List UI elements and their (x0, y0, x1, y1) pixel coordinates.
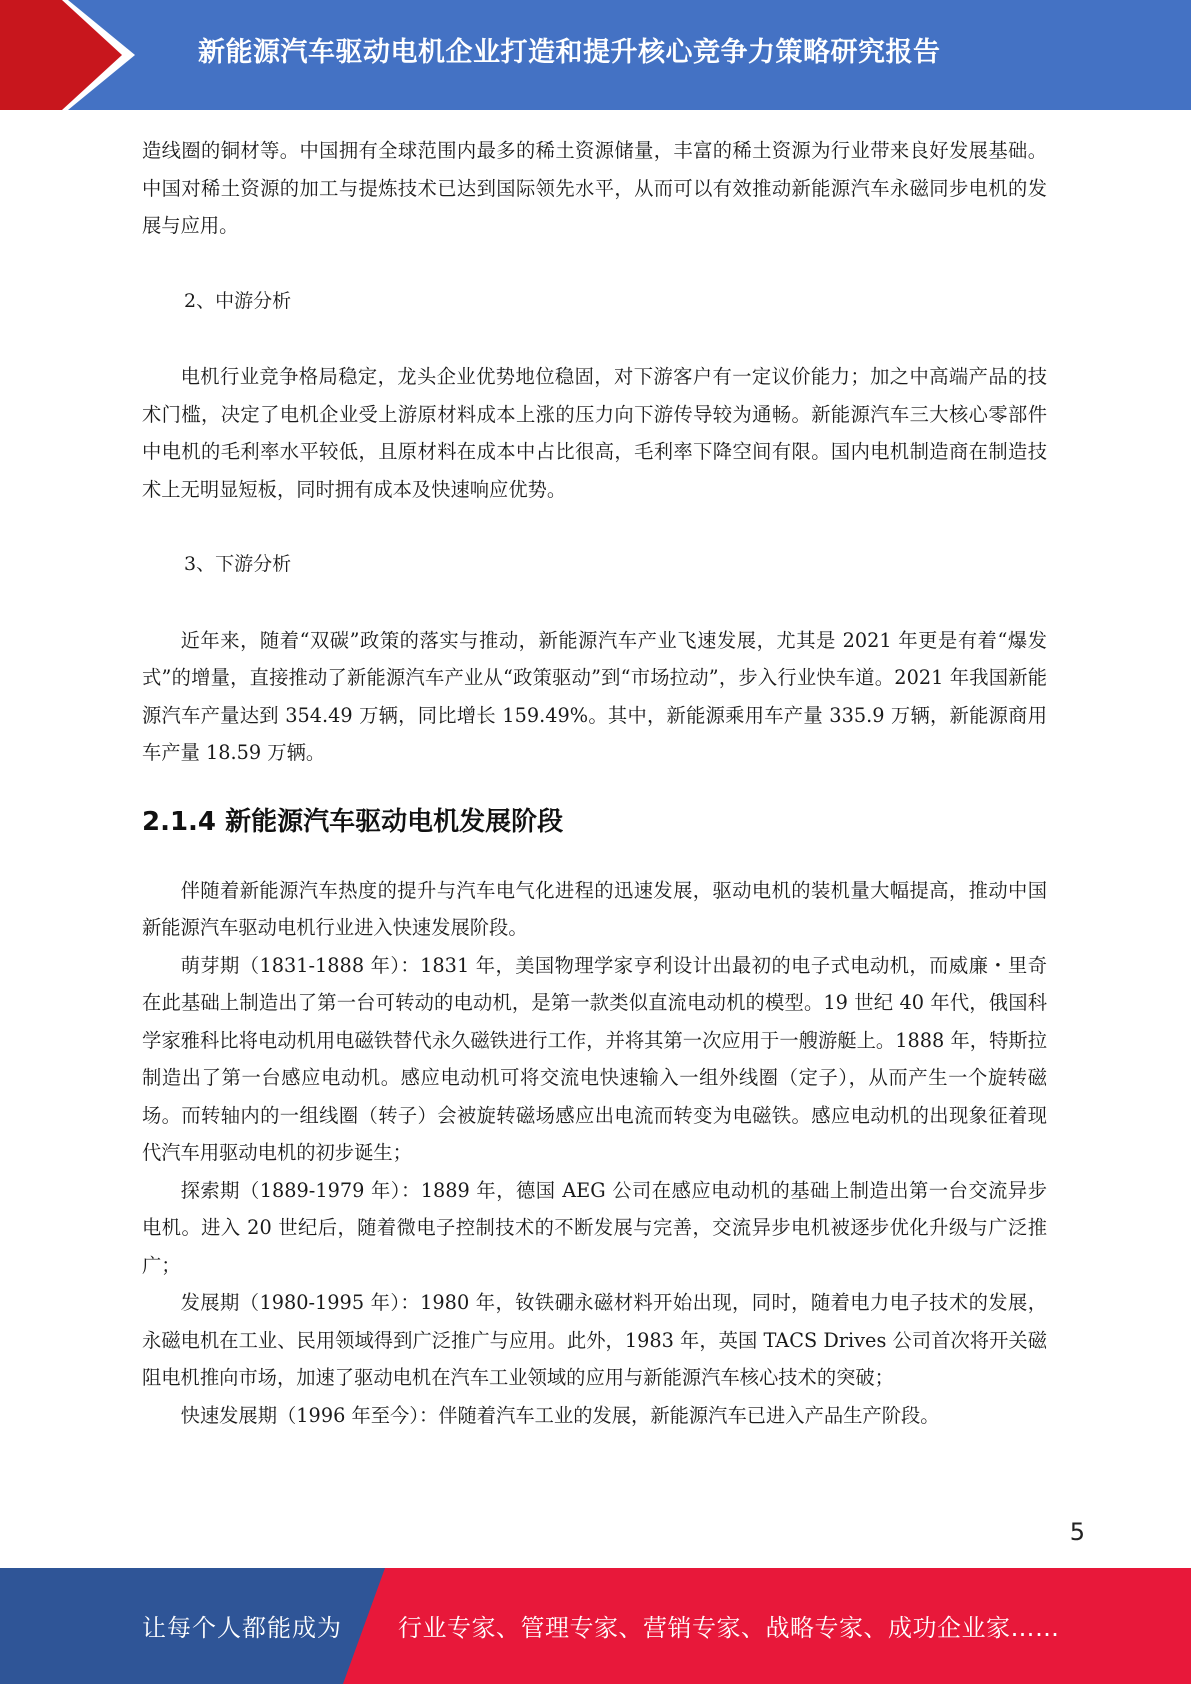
footer-slogan-left: 让每个人都能成为 (142, 1614, 342, 1642)
downstream-heading: 3、下游分析 (184, 553, 292, 575)
page-header (0, 0, 1191, 110)
header-chevron-decoration (0, 0, 160, 110)
page-footer (0, 1568, 1191, 1684)
stage-develop-paragraph: 发展期（1980-1995 年）：1980 年，钕铁硼永磁材料开始出现，同时，随着电力电子技术的发展，永磁电机在工业、民用领域得到广泛推广与应用。此外，1983 年，英国 TACS Drives 公司首次将开关磁阻电机推向市场，加速了驱动电机在汽车工业领域的应用与新能源汽车核心技术的突破； (142, 1291, 1047, 1389)
stage-fast-paragraph: 快速发展期（1996 年至今）：伴随着汽车工业的发展，新能源汽车已进入产品生产阶段。 (180, 1403, 940, 1427)
page-number: 5 (1069, 1518, 1085, 1546)
section-heading: 2.1.4 新能源汽车驱动电机发展阶段 (142, 806, 564, 837)
intro-paragraph: 造线圈的铜材等。中国拥有全球范围内最多的稀土资源储量，丰富的稀土资源为行业带来良好发展基础。中国对稀土资源的加工与提炼技术已达到国际领先水平，从而可以有效推动新能源汽车永磁同步电机的发展与应用。 (142, 139, 1047, 237)
downstream-paragraph: 近年来，随着“双碳”政策的落实与推动，新能源汽车产业飞速发展，尤其是 2021 年更是有着“爆发式”的增量，直接推动了新能源汽车产业从“政策驱动”到“市场拉动”，步入行业快车道。2021 年我国新能源汽车产量达到 354.49 万辆，同比增长 159.49%。其中，新能源乘用车产量 335.9 万辆，新能源商用车产量 18.59 万辆。 (142, 628, 1047, 764)
stage-explore-paragraph: 探索期（1889-1979 年）：1889 年，德国 AEG 公司在感应电动机的基础上制造出第一台交流异步电机。进入 20 世纪后，随着微电子控制技术的不断发展与完善，交流异步电机被逐步优化升级与广泛推广； (142, 1178, 1047, 1277)
report-title: 新能源汽车驱动电机企业打造和提升核心竞争力策略研究报告 (198, 37, 941, 68)
document-body (142, 132, 1047, 1434)
midstream-heading: 2、中游分析 (184, 289, 292, 312)
midstream-paragraph: 电机行业竞争格局稳定，龙头企业优势地位稳固，对下游客户有一定议价能力；加之中高端产品的技术门槛，决定了电机企业受上游原材料成本上涨的压力向下游传导较为通畅。新能源汽车三大核心零部件中电机的毛利率水平较低，且原材料在成本中占比很高，毛利率下降空间有限。国内电机制造商在制造技术上无明显短板，同时拥有成本及快速响应优势。 (142, 365, 1047, 501)
section-intro-paragraph: 伴随着新能源汽车热度的提升与汽车电气化进程的迅速发展，驱动电机的装机量大幅提高，推动中国新能源汽车驱动电机行业进入快速发展阶段。 (142, 878, 1047, 939)
stage-sprout-paragraph: 萌芽期（1831-1888 年）：1831 年，美国物理学家亨利设计出最初的电子式电动机，而威廉・里奇在此基础上制造出了第一台可转动的电动机，是第一款类似直流电动机的模型。19 世纪 40 年代，俄国科学家雅科比将电动机用电磁铁替代永久磁铁进行工作，并将其第一次应用于一艘游艇上。1888 年，特斯拉制造出了第一台感应电动机。感应电动机可将交流电快速输入一组外线圈（定子），从而产生一个旋转磁场。而转轴内的一组线圈（转子）会被旋转磁场感应出电流而转变为电磁铁。感应电动机的出现象征着现代汽车用驱动电机的初步诞生； (142, 953, 1047, 1164)
footer-slogan-right: 行业专家、管理专家、营销专家、战略专家、成功企业家…… (398, 1614, 1060, 1642)
